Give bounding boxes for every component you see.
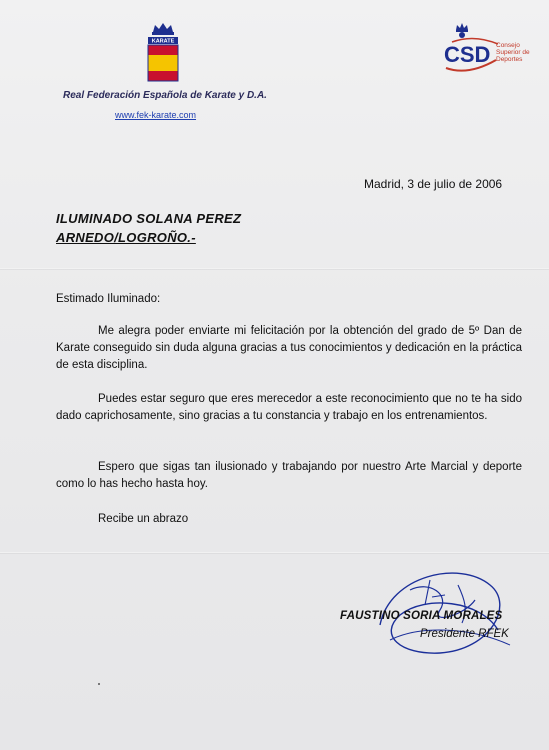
signer-name: FAUSTINO SORIA MORALES [340, 610, 503, 622]
letter-paragraph: Me alegra poder enviarte mi felicitación por la obtención del grado de 5º Dan de Karate conseguido sin duda alguna gracias a tus conocimientos y dedicación en la práctica de esta disciplina. [56, 325, 522, 371]
csd-caption [496, 42, 530, 63]
paper-fold [0, 552, 549, 554]
recipient-block [56, 209, 241, 247]
federation-website-link[interactable]: www.fek-karate.com [115, 110, 197, 120]
csd-caption-line: Superior de [496, 49, 530, 56]
csd-caption-line: Consejo [496, 42, 520, 49]
recipient-city: ARNEDO/LOGROÑO.- [56, 230, 196, 245]
letter-date: Madrid, 3 de julio de 2006 [364, 177, 503, 191]
letter-paragraph: Espero que sigas tan ilusionado y trabajando por nuestro Arte Marcial y deporte como lo has hecho hasta hoy. [56, 461, 522, 490]
paper-speck [98, 683, 100, 685]
rfek-karate-logo [146, 22, 180, 84]
recipient-name: ILUMINADO SOLANA PEREZ [56, 211, 242, 226]
letter-paragraph: Puedes estar seguro que eres merecedor a este reconocimiento que no te ha sido dado caprichosamente, sino gracias a tu constancia y trabajo en los entrenamientos. [56, 393, 522, 422]
logo-karate-text: KARATE [151, 38, 175, 45]
paper-fold [0, 268, 549, 270]
csd-caption-line: Deportes [496, 56, 523, 63]
letter-closing: Recibe un abrazo [98, 513, 189, 525]
federation-name: Real Federación Española de Karate y D.A. [63, 90, 267, 101]
csd-logo-text: CSD [444, 42, 491, 67]
signer-title: Presidente RFEK [420, 628, 509, 640]
letter-greeting: Estimado Iluminado: [56, 293, 161, 305]
